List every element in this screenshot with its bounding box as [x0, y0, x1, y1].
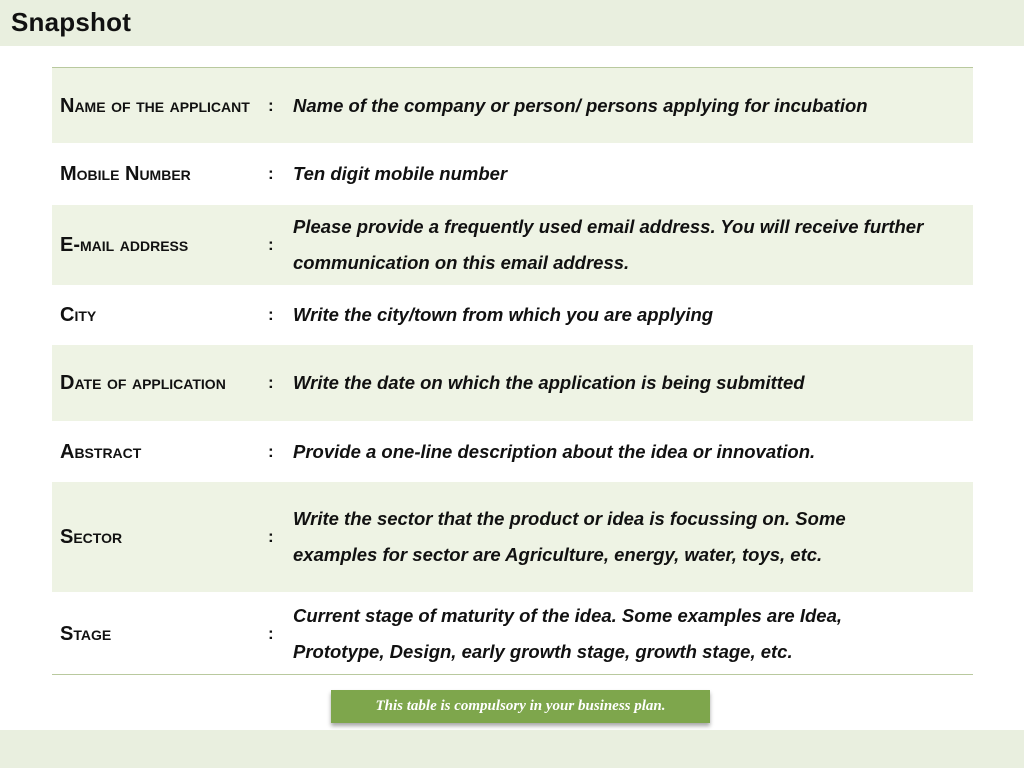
row-colon: : [268, 164, 274, 183]
row-description: Write the city/town from which you are applying [293, 304, 714, 325]
row-colon: : [268, 305, 274, 324]
row-label: Mobile Number [60, 163, 191, 185]
table-row [52, 480, 973, 592]
footer-band [0, 730, 1024, 768]
compulsory-note: This table is compulsory in your business plan. [331, 690, 710, 723]
table-row [52, 68, 973, 143]
row-description: Please provide a frequently used email address. You will receive further communication on this email address. [293, 216, 924, 273]
row-label: Stage [60, 623, 112, 645]
table-row [52, 343, 973, 421]
row-colon: : [268, 624, 274, 643]
row-label: Sector [60, 526, 123, 548]
page-title: Snapshot [11, 7, 132, 37]
row-description: Name of the company or person/ persons applying for incubation [293, 94, 868, 116]
row-colon: : [268, 441, 274, 461]
table-row [52, 143, 973, 203]
table-row [52, 592, 973, 674]
row-label: City [60, 304, 97, 326]
row-description: Current stage of maturity of the idea. Some examples are Idea, Prototype, Design, early growth stage, growth stage, etc. [293, 605, 843, 662]
row-colon: : [268, 95, 274, 115]
row-colon: : [268, 235, 274, 254]
table-row [52, 203, 973, 285]
table-row [52, 421, 973, 480]
row-label: Abstract [60, 440, 142, 463]
row-colon: : [268, 373, 274, 392]
row-description: Ten digit mobile number [293, 163, 508, 184]
row-description: Provide a one-line description about the idea or innovation. [293, 440, 816, 462]
row-label: Date of application [60, 372, 226, 394]
row-description: Write the sector that the product or idea is focussing on. Some examples for sector are Agriculture, energy, water, toys, etc. [293, 508, 846, 565]
row-description: Write the date on which the application is being submitted [293, 372, 805, 393]
header-band [0, 0, 1024, 46]
row-label: Name of the applicant [60, 94, 250, 117]
row-colon: : [268, 527, 274, 546]
snapshot-table [52, 67, 973, 675]
table-row [52, 285, 973, 343]
row-label: E-mail address [60, 234, 189, 256]
